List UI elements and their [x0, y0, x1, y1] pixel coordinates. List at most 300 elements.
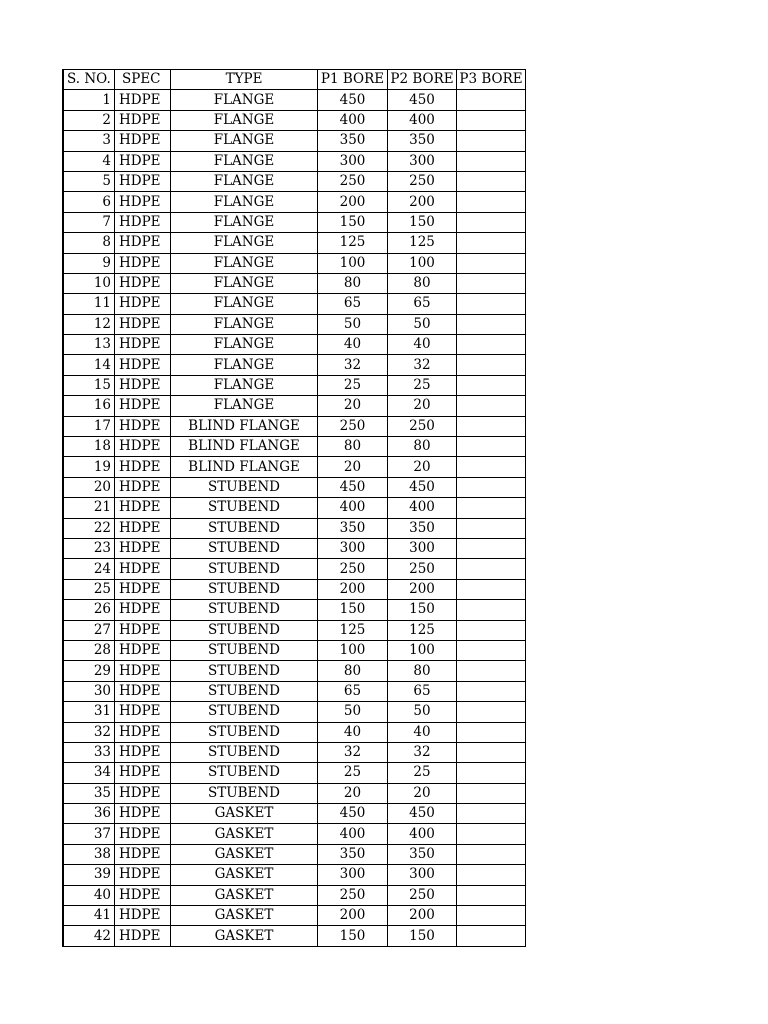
cell-p2-bore: 200 [388, 192, 457, 212]
cell-sno: 12 [63, 314, 115, 334]
cell-spec: HDPE [115, 579, 171, 599]
cell-p3-bore [457, 620, 526, 640]
table-row [63, 600, 526, 620]
cell-sno: 33 [63, 742, 115, 762]
cell-sno: 34 [63, 763, 115, 783]
cell-p1-bore: 40 [318, 335, 388, 355]
cell-p2-bore: 150 [388, 212, 457, 232]
cell-p3-bore [457, 110, 526, 130]
table-row [63, 518, 526, 538]
cell-sno: 41 [63, 906, 115, 926]
cell-sno: 15 [63, 375, 115, 395]
cell-p1-bore: 80 [318, 437, 388, 457]
cell-p3-bore [457, 498, 526, 518]
cell-sno: 7 [63, 212, 115, 232]
cell-p3-bore [457, 722, 526, 742]
cell-p1-bore: 125 [318, 620, 388, 640]
cell-p2-bore: 250 [388, 885, 457, 905]
cell-p3-bore [457, 335, 526, 355]
cell-type: BLIND FLANGE [171, 416, 318, 436]
cell-p3-bore [457, 763, 526, 783]
cell-type: STUBEND [171, 661, 318, 681]
table-row [63, 885, 526, 905]
cell-spec: HDPE [115, 233, 171, 253]
cell-spec: HDPE [115, 702, 171, 722]
cell-type: FLANGE [171, 212, 318, 232]
cell-p3-bore [457, 844, 526, 864]
cell-spec: HDPE [115, 926, 171, 946]
table-row [63, 865, 526, 885]
cell-type: FLANGE [171, 192, 318, 212]
cell-spec: HDPE [115, 375, 171, 395]
cell-type: FLANGE [171, 171, 318, 191]
cell-p2-bore: 80 [388, 437, 457, 457]
table-row [63, 559, 526, 579]
cell-type: FLANGE [171, 335, 318, 355]
cell-p1-bore: 200 [318, 906, 388, 926]
cell-spec: HDPE [115, 681, 171, 701]
cell-p2-bore: 250 [388, 559, 457, 579]
cell-p1-bore: 350 [318, 844, 388, 864]
cell-p1-bore: 400 [318, 824, 388, 844]
cell-sno: 5 [63, 171, 115, 191]
table-body [63, 90, 526, 946]
cell-sno: 27 [63, 620, 115, 640]
cell-sno: 9 [63, 253, 115, 273]
cell-p3-bore [457, 926, 526, 946]
cell-p2-bore: 65 [388, 681, 457, 701]
cell-type: STUBEND [171, 498, 318, 518]
cell-p3-bore [457, 538, 526, 558]
table-row [63, 233, 526, 253]
cell-type: GASKET [171, 926, 318, 946]
cell-p2-bore: 300 [388, 538, 457, 558]
table-row [63, 131, 526, 151]
cell-p3-bore [457, 600, 526, 620]
cell-p3-bore [457, 742, 526, 762]
cell-spec: HDPE [115, 416, 171, 436]
cell-type: STUBEND [171, 742, 318, 762]
cell-spec: HDPE [115, 477, 171, 497]
cell-p2-bore: 25 [388, 375, 457, 395]
cell-p2-bore: 250 [388, 171, 457, 191]
cell-p2-bore: 200 [388, 579, 457, 599]
cell-p1-bore: 250 [318, 416, 388, 436]
cell-spec: HDPE [115, 273, 171, 293]
cell-type: GASKET [171, 824, 318, 844]
cell-spec: HDPE [115, 437, 171, 457]
cell-p2-bore: 150 [388, 926, 457, 946]
cell-p1-bore: 20 [318, 457, 388, 477]
cell-p1-bore: 80 [318, 661, 388, 681]
cell-p1-bore: 80 [318, 273, 388, 293]
cell-p1-bore: 400 [318, 110, 388, 130]
cell-p1-bore: 250 [318, 171, 388, 191]
header-spec: SPEC [115, 70, 171, 90]
cell-spec: HDPE [115, 600, 171, 620]
cell-p1-bore: 40 [318, 722, 388, 742]
table-row [63, 273, 526, 293]
cell-p3-bore [457, 192, 526, 212]
table-row [63, 640, 526, 660]
cell-p3-bore [457, 294, 526, 314]
table-row [63, 171, 526, 191]
cell-sno: 35 [63, 783, 115, 803]
table-header [63, 70, 526, 90]
cell-sno: 21 [63, 498, 115, 518]
cell-sno: 8 [63, 233, 115, 253]
cell-p3-bore [457, 131, 526, 151]
cell-spec: HDPE [115, 620, 171, 640]
table-row [63, 620, 526, 640]
cell-sno: 23 [63, 538, 115, 558]
cell-spec: HDPE [115, 722, 171, 742]
cell-p1-bore: 300 [318, 151, 388, 171]
cell-p1-bore: 32 [318, 355, 388, 375]
header-p3-bore: P3 BORE [457, 70, 526, 90]
cell-p1-bore: 125 [318, 233, 388, 253]
cell-p2-bore: 150 [388, 600, 457, 620]
cell-sno: 37 [63, 824, 115, 844]
table-row [63, 192, 526, 212]
cell-type: FLANGE [171, 396, 318, 416]
cell-p3-bore [457, 518, 526, 538]
header-row [63, 70, 526, 90]
cell-p3-bore [457, 273, 526, 293]
cell-p1-bore: 250 [318, 559, 388, 579]
cell-type: GASKET [171, 906, 318, 926]
cell-type: GASKET [171, 844, 318, 864]
cell-spec: HDPE [115, 294, 171, 314]
cell-spec: HDPE [115, 314, 171, 334]
cell-spec: HDPE [115, 151, 171, 171]
cell-p1-bore: 250 [318, 885, 388, 905]
cell-spec: HDPE [115, 640, 171, 660]
cell-type: FLANGE [171, 375, 318, 395]
cell-type: FLANGE [171, 131, 318, 151]
cell-p2-bore: 125 [388, 233, 457, 253]
cell-type: STUBEND [171, 600, 318, 620]
cell-spec: HDPE [115, 335, 171, 355]
cell-p3-bore [457, 579, 526, 599]
cell-p1-bore: 450 [318, 90, 388, 110]
cell-sno: 4 [63, 151, 115, 171]
cell-p2-bore: 80 [388, 661, 457, 681]
cell-p2-bore: 50 [388, 314, 457, 334]
cell-type: STUBEND [171, 783, 318, 803]
cell-type: GASKET [171, 885, 318, 905]
cell-p2-bore: 450 [388, 804, 457, 824]
cell-p1-bore: 350 [318, 518, 388, 538]
cell-p1-bore: 50 [318, 314, 388, 334]
cell-spec: HDPE [115, 90, 171, 110]
cell-p2-bore: 80 [388, 273, 457, 293]
cell-type: STUBEND [171, 763, 318, 783]
cell-type: GASKET [171, 865, 318, 885]
cell-p2-bore: 20 [388, 783, 457, 803]
table-row [63, 742, 526, 762]
cell-p3-bore [457, 233, 526, 253]
cell-p3-bore [457, 253, 526, 273]
cell-type: STUBEND [171, 620, 318, 640]
cell-p1-bore: 20 [318, 396, 388, 416]
cell-p1-bore: 25 [318, 763, 388, 783]
cell-p2-bore: 100 [388, 253, 457, 273]
cell-p1-bore: 300 [318, 865, 388, 885]
cell-p1-bore: 65 [318, 294, 388, 314]
cell-sno: 2 [63, 110, 115, 130]
cell-spec: HDPE [115, 783, 171, 803]
table-row [63, 538, 526, 558]
cell-type: GASKET [171, 804, 318, 824]
cell-sno: 26 [63, 600, 115, 620]
cell-p3-bore [457, 212, 526, 232]
cell-p3-bore [457, 355, 526, 375]
cell-p1-bore: 25 [318, 375, 388, 395]
cell-p3-bore [457, 681, 526, 701]
cell-p2-bore: 400 [388, 824, 457, 844]
cell-spec: HDPE [115, 171, 171, 191]
cell-spec: HDPE [115, 131, 171, 151]
table-row [63, 253, 526, 273]
cell-p2-bore: 250 [388, 416, 457, 436]
cell-p2-bore: 20 [388, 457, 457, 477]
table-row [63, 355, 526, 375]
cell-type: BLIND FLANGE [171, 437, 318, 457]
cell-p3-bore [457, 640, 526, 660]
cell-type: STUBEND [171, 640, 318, 660]
cell-p1-bore: 65 [318, 681, 388, 701]
table-row [63, 763, 526, 783]
cell-spec: HDPE [115, 538, 171, 558]
cell-p2-bore: 400 [388, 498, 457, 518]
cell-p1-bore: 150 [318, 600, 388, 620]
cell-type: FLANGE [171, 355, 318, 375]
cell-sno: 19 [63, 457, 115, 477]
cell-p1-bore: 200 [318, 579, 388, 599]
cell-p2-bore: 300 [388, 151, 457, 171]
table-row [63, 335, 526, 355]
cell-spec: HDPE [115, 212, 171, 232]
cell-spec: HDPE [115, 661, 171, 681]
cell-type: STUBEND [171, 538, 318, 558]
cell-sno: 36 [63, 804, 115, 824]
cell-type: FLANGE [171, 294, 318, 314]
cell-p2-bore: 40 [388, 335, 457, 355]
cell-p3-bore [457, 416, 526, 436]
table-row [63, 212, 526, 232]
table-row [63, 926, 526, 946]
cell-p3-bore [457, 783, 526, 803]
cell-type: STUBEND [171, 579, 318, 599]
cell-sno: 40 [63, 885, 115, 905]
cell-type: FLANGE [171, 151, 318, 171]
cell-p1-bore: 450 [318, 804, 388, 824]
table-row [63, 457, 526, 477]
cell-p3-bore [457, 151, 526, 171]
cell-sno: 38 [63, 844, 115, 864]
cell-sno: 31 [63, 702, 115, 722]
table-row [63, 90, 526, 110]
cell-type: STUBEND [171, 702, 318, 722]
cell-spec: HDPE [115, 498, 171, 518]
cell-spec: HDPE [115, 804, 171, 824]
cell-p2-bore: 450 [388, 477, 457, 497]
table-row [63, 477, 526, 497]
cell-sno: 24 [63, 559, 115, 579]
header-sno: S. NO. [63, 70, 115, 90]
cell-p2-bore: 350 [388, 131, 457, 151]
table-row [63, 783, 526, 803]
cell-p3-bore [457, 804, 526, 824]
cell-p3-bore [457, 90, 526, 110]
cell-p3-bore [457, 437, 526, 457]
table-row [63, 661, 526, 681]
cell-p1-bore: 300 [318, 538, 388, 558]
bom-table [62, 69, 526, 947]
cell-p3-bore [457, 171, 526, 191]
cell-p1-bore: 200 [318, 192, 388, 212]
cell-p2-bore: 32 [388, 355, 457, 375]
table-row [63, 681, 526, 701]
table-row [63, 110, 526, 130]
cell-type: FLANGE [171, 273, 318, 293]
cell-type: STUBEND [171, 559, 318, 579]
cell-spec: HDPE [115, 906, 171, 926]
cell-sno: 14 [63, 355, 115, 375]
cell-sno: 13 [63, 335, 115, 355]
cell-spec: HDPE [115, 763, 171, 783]
cell-p3-bore [457, 314, 526, 334]
cell-p1-bore: 100 [318, 253, 388, 273]
cell-p3-bore [457, 661, 526, 681]
table-row [63, 375, 526, 395]
cell-p3-bore [457, 885, 526, 905]
table-row [63, 579, 526, 599]
cell-spec: HDPE [115, 355, 171, 375]
cell-p2-bore: 200 [388, 906, 457, 926]
cell-type: FLANGE [171, 90, 318, 110]
cell-p3-bore [457, 457, 526, 477]
cell-spec: HDPE [115, 253, 171, 273]
cell-p3-bore [457, 702, 526, 722]
cell-p2-bore: 50 [388, 702, 457, 722]
cell-p2-bore: 40 [388, 722, 457, 742]
cell-spec: HDPE [115, 192, 171, 212]
table-row [63, 416, 526, 436]
cell-p1-bore: 150 [318, 212, 388, 232]
cell-p1-bore: 20 [318, 783, 388, 803]
cell-p2-bore: 65 [388, 294, 457, 314]
cell-p3-bore [457, 865, 526, 885]
cell-type: STUBEND [171, 681, 318, 701]
cell-p1-bore: 32 [318, 742, 388, 762]
table-row [63, 844, 526, 864]
cell-type: BLIND FLANGE [171, 457, 318, 477]
cell-sno: 20 [63, 477, 115, 497]
table-row [63, 804, 526, 824]
cell-p2-bore: 450 [388, 90, 457, 110]
cell-sno: 6 [63, 192, 115, 212]
cell-spec: HDPE [115, 396, 171, 416]
cell-spec: HDPE [115, 824, 171, 844]
cell-sno: 30 [63, 681, 115, 701]
table-row [63, 437, 526, 457]
cell-p3-bore [457, 559, 526, 579]
table-row [63, 722, 526, 742]
table-row [63, 151, 526, 171]
cell-sno: 42 [63, 926, 115, 946]
cell-type: STUBEND [171, 722, 318, 742]
cell-p3-bore [457, 824, 526, 844]
cell-sno: 16 [63, 396, 115, 416]
cell-type: FLANGE [171, 253, 318, 273]
cell-p2-bore: 32 [388, 742, 457, 762]
cell-sno: 28 [63, 640, 115, 660]
cell-p1-bore: 100 [318, 640, 388, 660]
cell-type: STUBEND [171, 518, 318, 538]
cell-type: FLANGE [171, 233, 318, 253]
cell-p3-bore [457, 396, 526, 416]
cell-sno: 11 [63, 294, 115, 314]
cell-sno: 3 [63, 131, 115, 151]
table-row [63, 396, 526, 416]
header-type: TYPE [171, 70, 318, 90]
cell-sno: 1 [63, 90, 115, 110]
cell-p1-bore: 50 [318, 702, 388, 722]
header-p1-bore: P1 BORE [318, 70, 388, 90]
table-row [63, 314, 526, 334]
table-row [63, 906, 526, 926]
cell-p3-bore [457, 375, 526, 395]
cell-p2-bore: 300 [388, 865, 457, 885]
cell-sno: 17 [63, 416, 115, 436]
cell-p2-bore: 400 [388, 110, 457, 130]
cell-spec: HDPE [115, 844, 171, 864]
cell-p1-bore: 350 [318, 131, 388, 151]
cell-sno: 39 [63, 865, 115, 885]
cell-p3-bore [457, 477, 526, 497]
table-row [63, 702, 526, 722]
header-p2-bore: P2 BORE [388, 70, 457, 90]
cell-spec: HDPE [115, 559, 171, 579]
cell-p1-bore: 450 [318, 477, 388, 497]
cell-spec: HDPE [115, 865, 171, 885]
cell-sno: 10 [63, 273, 115, 293]
cell-p2-bore: 125 [388, 620, 457, 640]
cell-spec: HDPE [115, 457, 171, 477]
cell-type: FLANGE [171, 314, 318, 334]
cell-p1-bore: 400 [318, 498, 388, 518]
cell-spec: HDPE [115, 110, 171, 130]
cell-p2-bore: 350 [388, 844, 457, 864]
cell-sno: 25 [63, 579, 115, 599]
cell-spec: HDPE [115, 742, 171, 762]
cell-sno: 22 [63, 518, 115, 538]
cell-p3-bore [457, 906, 526, 926]
cell-spec: HDPE [115, 518, 171, 538]
cell-sno: 29 [63, 661, 115, 681]
cell-p2-bore: 350 [388, 518, 457, 538]
table-row [63, 824, 526, 844]
cell-sno: 18 [63, 437, 115, 457]
cell-spec: HDPE [115, 885, 171, 905]
cell-sno: 32 [63, 722, 115, 742]
cell-type: STUBEND [171, 477, 318, 497]
cell-type: FLANGE [171, 110, 318, 130]
cell-p1-bore: 150 [318, 926, 388, 946]
table-row [63, 498, 526, 518]
